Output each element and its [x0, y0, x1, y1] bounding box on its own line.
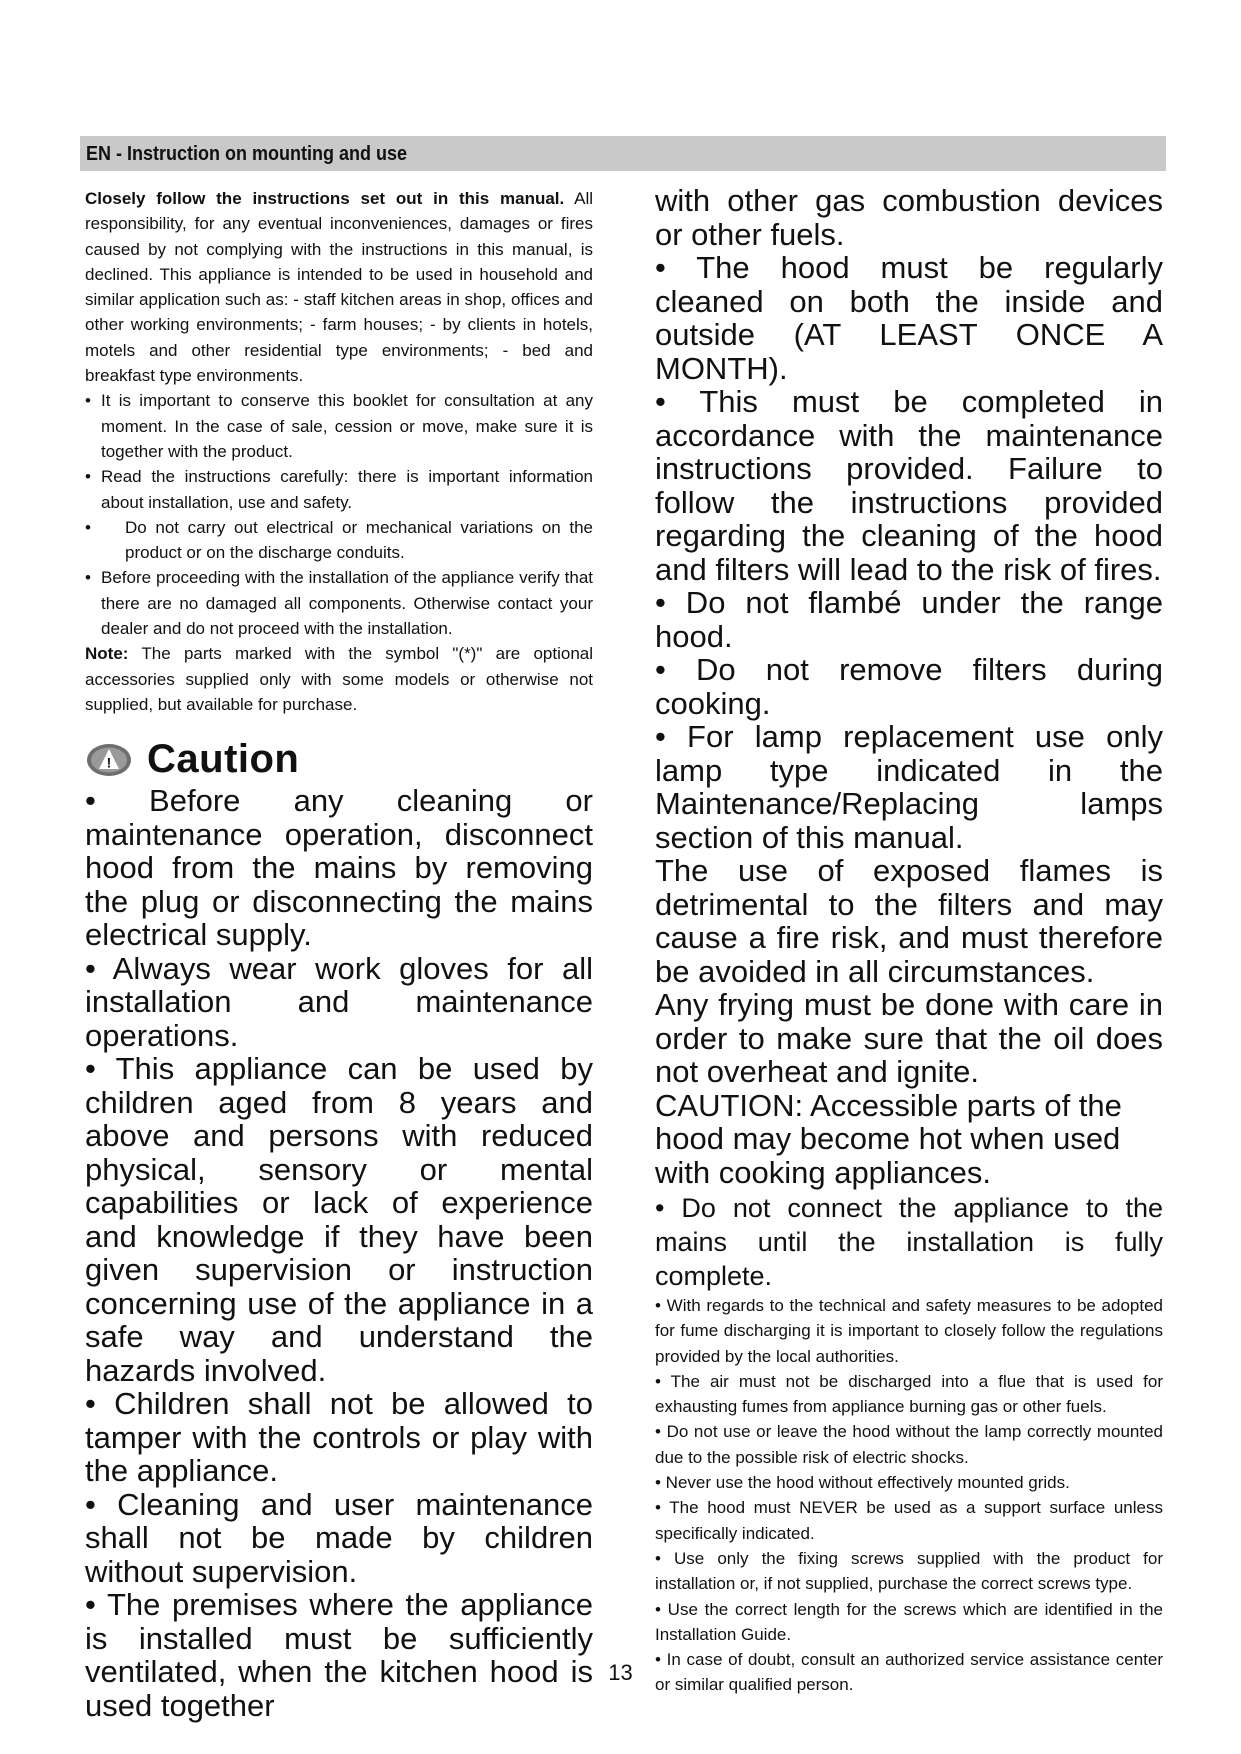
left-column	[85, 186, 593, 1722]
caution-item: • For lamp replacement use only lamp type indicated in the Maintenance/Replacing lamps section of this manual.	[655, 719, 1163, 855]
list-item: • The air must not be discharged into a flue that is used for exhausting fumes from appliance burning gas or other fuels.	[655, 1371, 1163, 1417]
bullet-mark: •	[85, 517, 91, 537]
safety-notes-list	[655, 1293, 1163, 1698]
list-item	[85, 464, 593, 515]
list-item	[85, 565, 593, 641]
caution-item: • This appliance can be used by children aged from 8 years and above and persons with reduced physical, sensory or mental capabilities or lack of experience and knowledge if they have been given supervision or instruction concerning use of the appliance in a safe way and understand the hazards involved.	[85, 1051, 593, 1388]
caution-item: • Cleaning and user maintenance shall not be made by children without supervision.	[85, 1486, 593, 1589]
note-paragraph	[85, 641, 593, 717]
caution-item: • Before any cleaning or maintenance operation, disconnect hood from the mains by removing the plug or disconnecting the mains electrical supply.	[85, 783, 593, 953]
warning-icon-mark: !	[106, 754, 112, 771]
mains-warning	[655, 1191, 1163, 1293]
page-number: 13	[608, 1660, 633, 1685]
caution-item: • Do not remove filters during cooking.	[655, 652, 1163, 721]
caution-item: The use of exposed flames is detrimental to the filters and may cause a fire risk, and must therefore be avoided in all circumstances.	[655, 853, 1163, 989]
list-item	[85, 515, 593, 566]
section-header-bar	[80, 136, 1166, 171]
caution-item: • This must be completed in accordance with the maintenance instructions provided. Failure to follow the instructions provided regarding the cleaning of the hood and filters will lead to the risk of fires.	[655, 384, 1163, 587]
caution-title: Caution	[147, 737, 300, 782]
intro-text: All responsibility, for any eventual inconveniences, damages or fires caused by not complying with the instructions in this manual, is declined. This appliance is intended to be used in household and similar application such as: - staff kitchen areas in shop, offices and other working environments; - farm houses; - by clients in hotels, motels and other residential type environments; - bed and breakfast type environments.	[85, 189, 593, 386]
list-item: • Do not use or leave the hood without the lamp correctly mounted due to the possible risk of electric shocks.	[655, 1422, 1163, 1467]
caution-item: • The premises where the appliance is installed must be sufficiently ventilated, when the kitchen hood is used together	[85, 1587, 593, 1723]
bullet-mark: •	[85, 467, 91, 487]
list-item: • The hood must NEVER be used as a support surface unless specifically indicated.	[655, 1498, 1163, 1543]
list-item: • In case of doubt, consult an authorized service assistance center or similar qualified person.	[655, 1650, 1163, 1695]
caution-list	[85, 784, 593, 1722]
caution-item: • The hood must be regularly cleaned on both the inside and outside (AT LEAST ONCE A MONTH).	[655, 250, 1163, 386]
intro-paragraph	[85, 186, 593, 388]
intro-block	[85, 186, 593, 717]
list-item: • Use the correct length for the screws which are identified in the Installation Guide.	[655, 1599, 1163, 1644]
caution-item: Any frying must be done with care in order to make sure that the oil does not overheat and ignite.	[655, 987, 1163, 1089]
caution-item: • Do not flambé under the range hood.	[655, 585, 1163, 654]
bullet-text: Read the instructions carefully: there is important information about installation, use and safety.	[101, 467, 593, 512]
list-item: • Use only the fixing screws supplied with the product for installation or, if not supplied, purchase the correct screws type.	[655, 1548, 1163, 1594]
caution-item: with other gas combustion devices or other fuels.	[655, 183, 1163, 252]
caution-item: CAUTION: Accessible parts of the hood may become hot when used with cooking appliances.	[655, 1087, 1122, 1190]
section-title: EN - Instruction on mounting and use	[86, 143, 407, 165]
caution-item: • Always wear work gloves for all installation and maintenance operations.	[85, 950, 593, 1053]
caution-item: • Do not connect the appliance to the mains until the installation is fully complete.	[655, 1193, 1163, 1291]
note-text: The parts marked with the symbol "(*)" are optional accessories supplied only with some models or otherwise not supplied, but available for purchase.	[85, 644, 593, 714]
bullet-text: It is important to conserve this booklet for consultation at any moment. In the case of sale, cession or move, make sure it is together with the product.	[101, 391, 593, 461]
bullet-mark: •	[85, 391, 91, 411]
list-item: • Never use the hood without effectively mounted grids.	[655, 1473, 1070, 1493]
note-label: Note:	[85, 644, 129, 664]
caution-heading	[85, 737, 593, 782]
caution-continued-list	[655, 184, 1163, 1189]
intro-bold-text: Closely follow the instructions set out in this manual.	[85, 189, 565, 208]
bullet-text: Before proceeding with the installation of the appliance verify that there are no damaged all components. Otherwise contact your dealer and do not proceed with the installation.	[101, 568, 593, 639]
right-column	[655, 184, 1163, 1698]
warning-icon	[85, 742, 133, 778]
bullet-mark: •	[85, 568, 91, 588]
caution-item: • Children shall not be allowed to tamper with the controls or play with the appliance.	[85, 1386, 593, 1489]
bullet-text: Do not carry out electrical or mechanical variations on the product or on the discharge conduits.	[125, 517, 593, 563]
list-item	[85, 388, 593, 464]
list-item: • With regards to the technical and safety measures to be adopted for fume discharging it is important to closely follow the regulations provided by the local authorities.	[655, 1296, 1163, 1366]
